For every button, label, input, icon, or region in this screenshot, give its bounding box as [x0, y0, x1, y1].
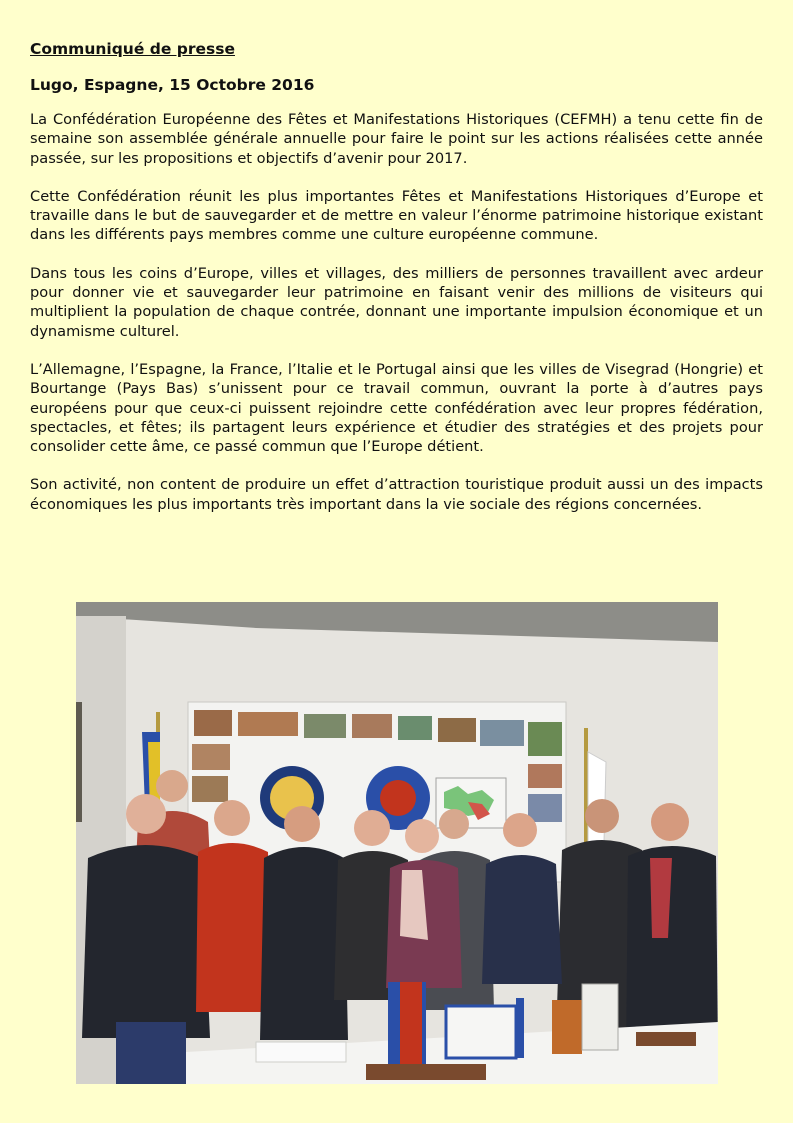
- paragraph-4: L’Allemagne, l’Espagne, la France, l’Italie et le Portugal ainsi que les villes de Visegrad (Hongrie) et Bourtange (Pays Bas) s’unissent pour ce travail commun, ouvrant la porte à d’autres pays européens pour que ceux-ci puissent rejoindre cette confédération avec leur propres fédération, spectacles, et fêtes; ils partagent leurs expérience et étudier des stratégies et des projets pour consolider cette âme, ce passé commun que l’Europe détient.: [30, 360, 763, 456]
- press-release: [30, 38, 763, 533]
- group-photo: [76, 602, 718, 1084]
- paragraph-1: La Confédération Européenne des Fêtes et Manifestations Historiques (CEFMH) a tenu cette fin de semaine son assemblée générale annuelle pour faire le point sur les actions réalisées cette année passée, sur les propositions et objectifs d’avenir pour 2017.: [30, 111, 763, 167]
- dateline: Lugo, Espagne, 15 Octobre 2016: [30, 76, 315, 94]
- paragraph-2: Cette Confédération réunit les plus importantes Fêtes et Manifestations Historiques d’Europe et travaille dans le but de sauvegarder et de mettre en valeur l’énorme patrimoine historique existant dans les différents pays membres comme une culture européenne commune.: [30, 187, 763, 244]
- paragraph-3: Dans tous les coins d’Europe, villes et villages, des milliers de personnes travaillent avec ardeur pour donner vie et sauvegarder leur patrimoine en faisant venir des millions de visiteurs qui multiplient la population de chaque contrée, donnant une importante impulsion économique et un dynamisme culturel.: [30, 264, 763, 340]
- paragraph-5: Son activité, non content de produire un effet d’attraction touristique produit aussi un des impacts économiques les plus importants très important dans la vie sociale des régions concernées.: [30, 476, 763, 513]
- document-heading: Communiqué de presse: [30, 40, 235, 58]
